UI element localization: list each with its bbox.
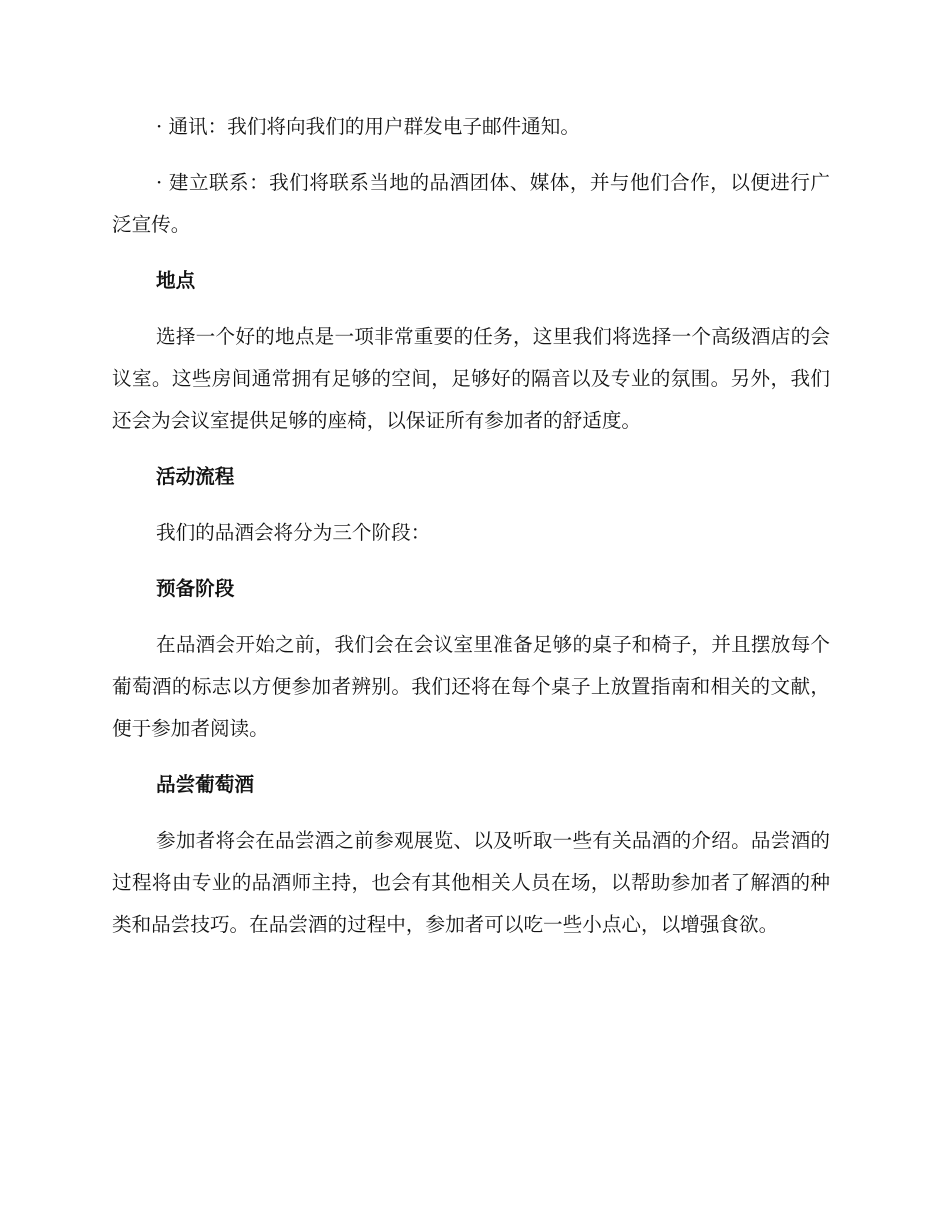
heading-preparation: 预备阶段 [156, 577, 235, 600]
paragraph-preparation: 在品酒会开始之前，我们会在会议室里准备足够的桌子和椅子，并且摆放每个葡萄酒的标志以方便参加者辨别。我们还将在每个桌子上放置指南和相关的文献，便于参加者阅读。 [112, 633, 830, 740]
spacer [112, 750, 830, 764]
bullet-contacts: · 建立联系：我们将联系当地的品酒团体、媒体，并与他们合作，以便进行广泛宣传。 [112, 171, 830, 236]
spacer [112, 610, 830, 624]
paragraph-process: 我们的品酒会将分为三个阶段： [156, 521, 431, 544]
document-page [112, 106, 830, 946]
spacer [112, 302, 830, 316]
spacer [112, 554, 830, 568]
heading-process: 活动流程 [156, 465, 235, 488]
spacer [112, 806, 830, 820]
paragraph-location: 选择一个好的地点是一项非常重要的任务，这里我们将选择一个高级酒店的会议室。这些房间通常拥有足够的空间，足够好的隔音以及专业的氛围。另外，我们还会为会议室提供足够的座椅，以保证所有参加者的舒适度。 [112, 325, 830, 432]
bullet-newsletter: · 通讯：我们将向我们的用户群发电子邮件通知。 [156, 115, 580, 138]
heading-tasting: 品尝葡萄酒 [156, 773, 254, 796]
spacer [112, 498, 830, 512]
spacer [112, 148, 830, 162]
spacer [112, 246, 830, 260]
paragraph-tasting: 参加者将会在品尝酒之前参观展览、以及听取一些有关品酒的介绍。品尝酒的过程将由专业的品酒师主持，也会有其他相关人员在场，以帮助参加者了解酒的种类和品尝技巧。在品尝酒的过程中，参加者可以吃一些小点心，以增强食欲。 [112, 829, 830, 936]
heading-location: 地点 [156, 269, 196, 292]
spacer [112, 442, 830, 456]
